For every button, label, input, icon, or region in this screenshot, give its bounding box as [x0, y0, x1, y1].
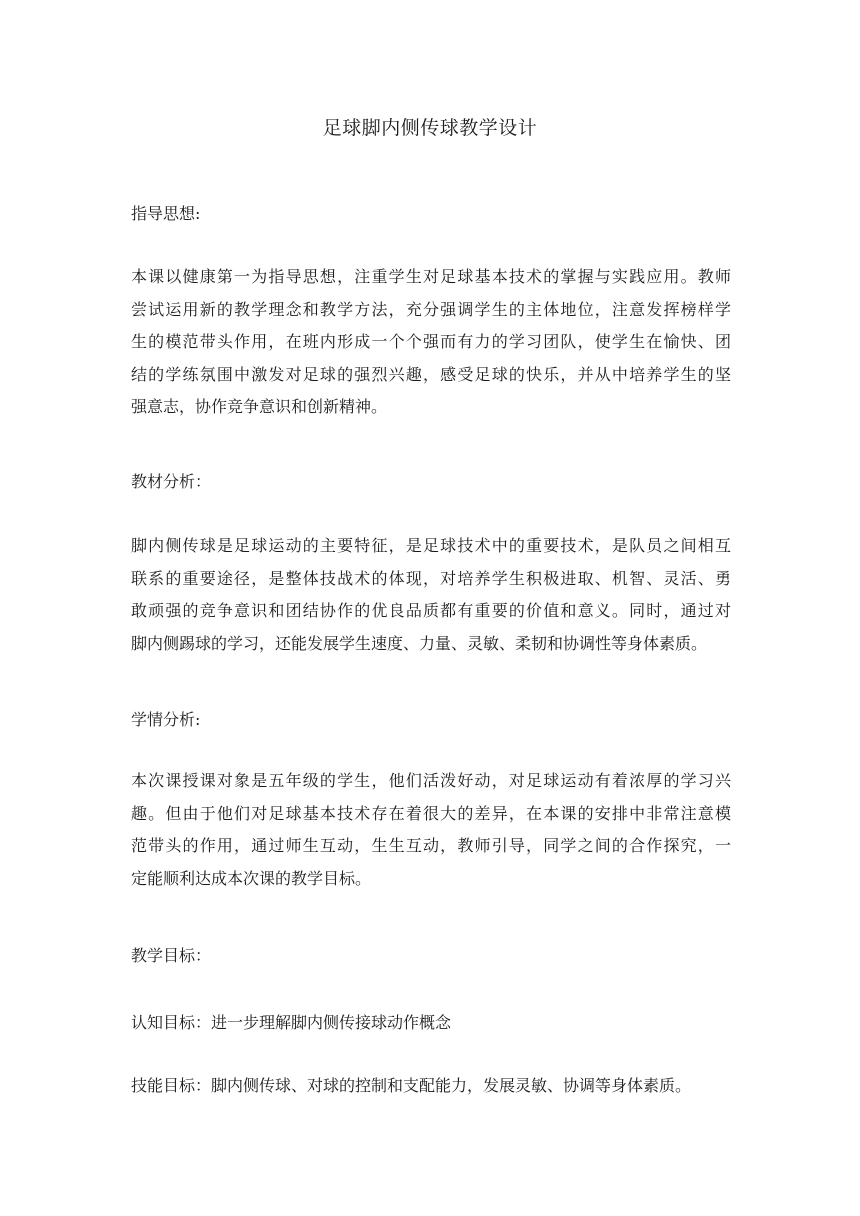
paragraph-line: 本次课授课对象是五年级的学生，他们活泼好动，对足球运动有着浓厚的学习兴: [131, 771, 731, 790]
paragraph-line: 本课以健康第一为指导思想，注重学生对足球基本技术的掌握与实践应用。教师: [131, 267, 731, 286]
paragraph-line: 脚内侧传球是足球运动的主要特征，是足球技术中的重要技术，是队员之间相互: [131, 536, 731, 555]
skill-goal-line: 技能目标：脚内侧传球、对球的控制和支配能力，发展灵敏、协调等身体素质。: [131, 1076, 692, 1095]
paragraph-line: 定能顺利达成本次课的教学目标。: [131, 868, 372, 888]
paragraph-line: 结的学练氛围中激发对足球的强烈兴趣，感受足球的快乐，并从中培养学生的坚: [131, 364, 731, 384]
paragraph-line: 强意志，协作竞争意识和创新精神。: [131, 397, 388, 416]
paragraph-line: 脚内侧踢球的学习，还能发展学生速度、力量、灵敏、柔韧和协调性等身体素质。: [131, 633, 708, 653]
section-heading-material-analysis: 教材分析：: [131, 472, 212, 491]
section-heading-guiding-idea: 指导思想:: [131, 204, 201, 223]
document-title: 足球脚内侧传球教学设计: [322, 117, 538, 139]
section-paragraph-guiding-idea: [131, 261, 731, 424]
paragraph-line: 范带头的作用，通过师生互动，生生互动，教师引导，同学之间的合作探究，一: [131, 836, 731, 855]
paragraph-line: 敢顽强的竞争意识和团结协作的优良品质都有重要的价值和意义。同时，通过对: [131, 601, 731, 620]
paragraph-line: 趣。但由于他们对足球基本技术存在着很大的差异，在本课的安排中非常注意模: [131, 803, 731, 823]
section-heading-student-analysis: 学情分析:: [131, 710, 201, 729]
paragraph-line: 尝试运用新的教学理念和教学方法，充分强调学生的主体地位，注意发挥榜样学: [131, 299, 731, 319]
cognitive-goal-line: 认知目标：进一步理解脚内侧传接球动作概念: [131, 1013, 452, 1032]
section-paragraph-student-analysis: [131, 765, 731, 895]
paragraph-line: 生的模范带头作用，在班内形成一个个强而有力的学习团队，使学生在愉快、团: [131, 332, 731, 351]
section-heading-teaching-goals: 教学目标：: [131, 946, 212, 965]
section-paragraph-material-analysis: [131, 530, 731, 660]
paragraph-line: 联系的重要途径，是整体技战术的体现，对培养学生积极进取、机智、灵活、勇: [131, 568, 731, 588]
